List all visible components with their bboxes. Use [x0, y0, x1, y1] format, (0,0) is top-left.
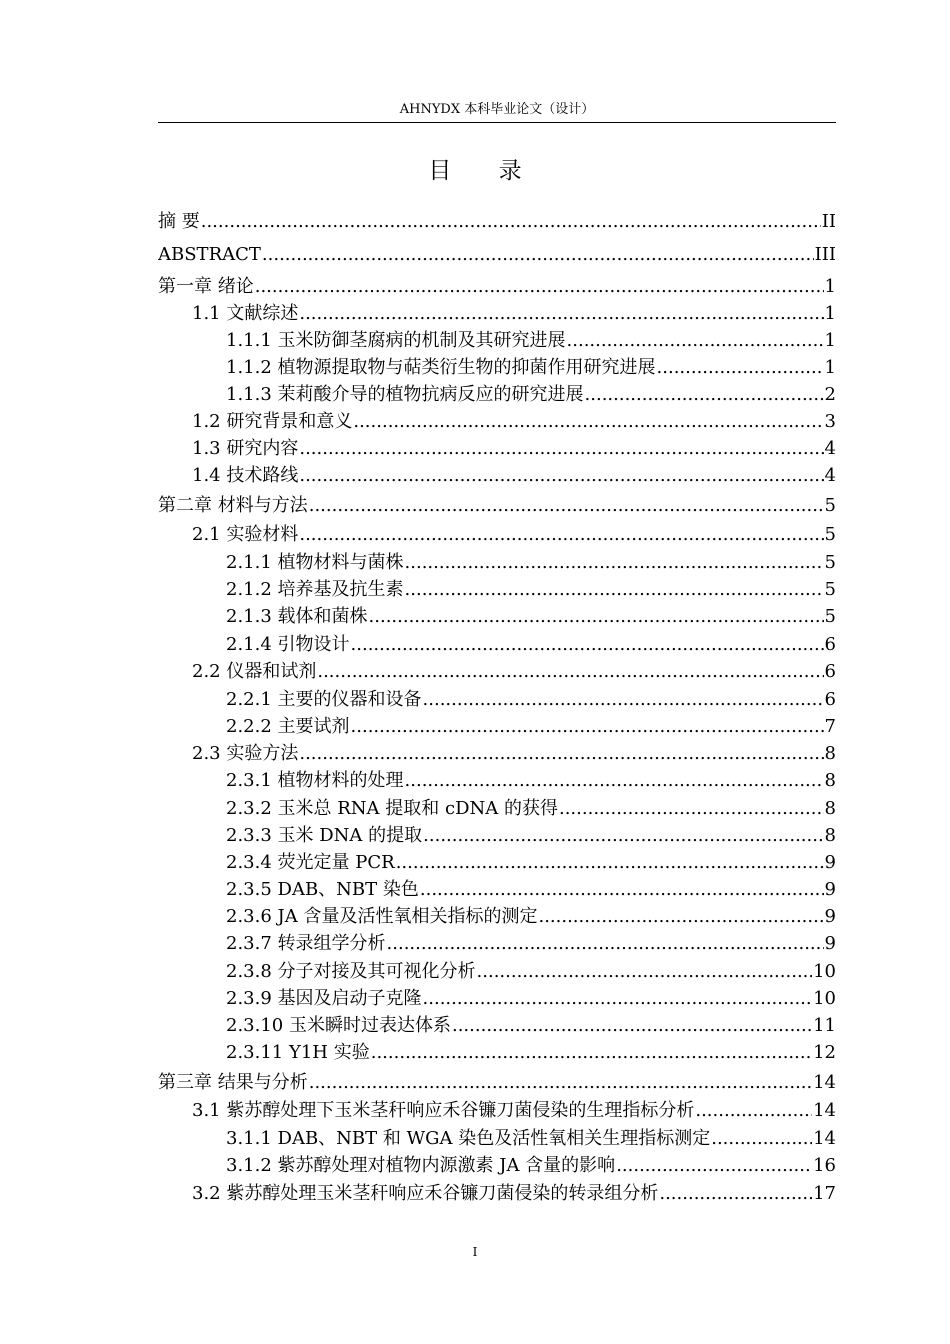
toc-entry[interactable] — [158, 631, 836, 657]
toc-entry[interactable] — [158, 903, 836, 929]
toc-entry-page: 4 — [824, 465, 836, 486]
toc-dot-leader — [657, 356, 824, 380]
toc-entry-title: 2.3.5 DAB、NBT 染色 — [226, 879, 419, 900]
toc-entry-title: 3.2 紫苏醇处理玉米茎秆响应禾谷镰刀菌侵染的转录组分析 — [192, 1183, 659, 1204]
toc-entry-title: 2.3.3 玉米 DNA 的提取 — [226, 825, 423, 846]
toc-dot-leader — [423, 688, 824, 712]
toc-dot-leader — [477, 960, 813, 984]
running-header-text: AHNYDX 本科毕业论文（设计） — [399, 102, 595, 117]
toc-entry-title: 1.1.2 植物源提取物与萜类衍生物的抑菌作用研究进展 — [226, 357, 656, 378]
toc-entry-page: 2 — [824, 384, 836, 405]
toc-entry[interactable] — [158, 354, 836, 380]
toc-dot-leader — [369, 605, 824, 629]
toc-entry-title: 1.3 研究内容 — [192, 438, 299, 459]
toc-entry-title: 1.1.3 茉莉酸介导的植物抗病反应的研究进展 — [226, 384, 584, 405]
toc-entry-title: 2.2.1 主要的仪器和设备 — [226, 689, 422, 710]
toc-entry-page: 8 — [824, 770, 836, 791]
toc-dot-leader — [405, 578, 824, 602]
toc-dot-leader — [299, 742, 823, 766]
toc-entry[interactable] — [158, 208, 836, 234]
toc-entry-page: 17 — [813, 1183, 836, 1204]
toc-entry-title: 1.2 研究背景和意义 — [192, 411, 353, 432]
toc-entry-page: 11 — [813, 1015, 836, 1036]
toc-dot-leader — [396, 851, 824, 875]
toc-entry-page: 3 — [824, 411, 836, 432]
toc-entry-page: 5 — [824, 606, 836, 627]
toc-entry-page: 8 — [824, 798, 836, 819]
toc-entry-title: 3.1.2 紫苏醇处理对植物内源激素 JA 含量的影响 — [226, 1155, 616, 1176]
toc-dot-leader — [711, 1127, 812, 1151]
toc-entry[interactable] — [158, 985, 836, 1011]
toc-dot-leader — [255, 275, 824, 299]
toc-entry-page: 7 — [824, 716, 836, 737]
toc-dot-leader — [423, 987, 813, 1011]
running-header — [158, 100, 836, 123]
toc-entry-title: 1.1 文献综述 — [192, 303, 299, 324]
toc-dot-leader — [309, 1071, 812, 1095]
toc-entry[interactable] — [158, 435, 836, 461]
toc-entry-page: 9 — [824, 879, 836, 900]
toc-dot-leader — [559, 797, 824, 821]
toc-entry-page: 14 — [813, 1128, 836, 1149]
toc-dot-leader — [353, 410, 823, 434]
page-title: 目 录 — [428, 158, 542, 184]
toc-entry-title: 1.4 技术路线 — [192, 465, 299, 486]
toc-entry-page: 5 — [824, 524, 836, 545]
toc-dot-leader — [299, 523, 823, 547]
toc-dot-leader — [201, 210, 821, 234]
toc-entry[interactable] — [158, 658, 836, 684]
toc-dot-leader — [420, 878, 824, 902]
toc-entry-title: 2.1.1 植物材料与菌株 — [226, 552, 404, 573]
toc-entry[interactable] — [158, 241, 836, 267]
toc-dot-leader — [423, 824, 823, 848]
toc-entry-title: 2.3.6 JA 含量及活性氧相关指标的测定 — [226, 906, 538, 927]
toc-entry-title: 2.3.7 转录组学分析 — [226, 933, 386, 954]
toc-entry-title: 第二章 材料与方法 — [158, 495, 308, 516]
toc-entry[interactable] — [158, 849, 836, 875]
toc-dot-leader — [351, 715, 824, 739]
toc-entry[interactable] — [158, 930, 836, 956]
toc-dot-leader — [695, 1099, 812, 1123]
toc-entry-page: 10 — [813, 988, 836, 1009]
toc-dot-leader — [538, 905, 823, 929]
toc-dot-leader — [616, 1154, 812, 1178]
toc-entry-title: 1.1.1 玉米防御茎腐病的机制及其研究进展 — [226, 330, 566, 351]
toc-dot-leader — [317, 660, 823, 684]
toc-entry-page: 5 — [824, 495, 836, 516]
toc-entry-page: 1 — [824, 303, 836, 324]
toc-dot-leader — [585, 383, 824, 407]
toc-entry-page: 6 — [824, 634, 836, 655]
toc-entry-title: 2.1.2 培养基及抗生素 — [226, 579, 404, 600]
toc-dot-leader — [299, 464, 823, 488]
toc-entry-title: 3.1 紫苏醇处理下玉米茎秆响应禾谷镰刀菌侵染的生理指标分析 — [192, 1100, 695, 1121]
toc-dot-leader — [387, 932, 824, 956]
toc-entry[interactable] — [158, 1069, 836, 1095]
toc-entry-page: 10 — [813, 961, 836, 982]
toc-dot-leader — [299, 437, 823, 461]
toc-entry[interactable] — [158, 1180, 836, 1206]
toc-entry-page: 1 — [824, 330, 836, 351]
toc-dot-leader — [567, 329, 824, 353]
toc-entry-title: 2.1 实验材料 — [192, 524, 299, 545]
toc-entry[interactable] — [158, 795, 836, 821]
toc-entry-title: ABSTRACT — [158, 244, 261, 265]
toc-entry-title: 2.3.2 玉米总 RNA 提取和 cDNA 的获得 — [226, 798, 558, 819]
toc-entry[interactable] — [158, 1012, 836, 1038]
toc-entry[interactable] — [158, 273, 836, 299]
toc-entry[interactable] — [158, 740, 836, 766]
toc-entry[interactable] — [158, 603, 836, 629]
page-number: I — [472, 1245, 478, 1259]
toc-entry-page: 4 — [824, 438, 836, 459]
toc-dot-leader — [299, 302, 823, 326]
toc-entry-title: 2.1.3 载体和菌株 — [226, 606, 368, 627]
toc-entry-title: 2.3.9 基因及启动子克隆 — [226, 988, 422, 1009]
toc-entry[interactable] — [158, 1097, 836, 1123]
toc-entry-title: 2.3.8 分子对接及其可视化分析 — [226, 961, 476, 982]
toc-entry-page: 16 — [813, 1155, 836, 1176]
toc-entry-page: 1 — [824, 276, 836, 297]
toc-entry-page: II — [821, 211, 836, 232]
toc-entry[interactable] — [158, 300, 836, 326]
toc-entry-title: 2.3.1 植物材料的处理 — [226, 770, 404, 791]
toc-entry[interactable] — [158, 1039, 836, 1065]
toc-entry-page: 9 — [824, 852, 836, 873]
toc-entry-page: 6 — [824, 661, 836, 682]
toc-entry[interactable] — [158, 1125, 836, 1151]
toc-entry-title: 2.3.11 Y1H 实验 — [226, 1042, 370, 1063]
toc-entry-page: 8 — [824, 743, 836, 764]
toc-entry-title: 2.3.10 玉米瞬时过表达体系 — [226, 1015, 451, 1036]
toc-entry[interactable] — [158, 576, 836, 602]
toc-dot-leader — [452, 1014, 812, 1038]
toc-entry[interactable] — [158, 876, 836, 902]
toc-dot-leader — [351, 633, 824, 657]
toc-entry[interactable] — [158, 327, 836, 353]
toc-entry[interactable] — [158, 1152, 836, 1178]
toc-entry[interactable] — [158, 767, 836, 793]
toc-entry[interactable] — [158, 713, 836, 739]
toc-entry[interactable] — [158, 462, 836, 488]
toc-entry[interactable] — [158, 408, 836, 434]
toc-dot-leader — [405, 769, 824, 793]
toc-entry-page: 6 — [824, 689, 836, 710]
toc-entry-title: 2.3 实验方法 — [192, 743, 299, 764]
toc-entry-page: 8 — [824, 825, 836, 846]
toc-entry-page: 14 — [813, 1072, 836, 1093]
toc-dot-leader — [262, 243, 814, 267]
toc-entry[interactable] — [158, 521, 836, 547]
toc-entry[interactable] — [158, 549, 836, 575]
toc-dot-leader — [659, 1182, 812, 1206]
toc-entry-title: 2.1.4 引物设计 — [226, 634, 350, 655]
toc-entry[interactable] — [158, 381, 836, 407]
toc-dot-leader — [405, 551, 824, 575]
toc-entry-title: 第三章 结果与分析 — [158, 1072, 308, 1093]
toc-entry-page: 9 — [824, 906, 836, 927]
toc-entry-page: 12 — [813, 1042, 836, 1063]
toc-entry-page: III — [814, 244, 836, 265]
toc-entry-title: 摘 要 — [158, 211, 200, 232]
toc-entry-page: 5 — [824, 552, 836, 573]
toc-entry-title: 2.2.2 主要试剂 — [226, 716, 350, 737]
toc-entry-page: 1 — [824, 357, 836, 378]
toc-entry-title: 第一章 绪论 — [158, 276, 254, 297]
toc-entry[interactable] — [158, 492, 836, 518]
toc-entry-page: 9 — [824, 933, 836, 954]
toc-entry-page: 5 — [824, 579, 836, 600]
toc-entry[interactable] — [158, 958, 836, 984]
toc-entry[interactable] — [158, 686, 836, 712]
toc-dot-leader — [309, 494, 824, 518]
toc-entry-title: 2.3.4 荧光定量 PCR — [226, 852, 395, 873]
toc-entry[interactable] — [158, 822, 836, 848]
toc-dot-leader — [371, 1041, 812, 1065]
toc-entry-page: 14 — [813, 1100, 836, 1121]
toc-entry-title: 3.1.1 DAB、NBT 和 WGA 染色及活性氧相关生理指标测定 — [226, 1128, 711, 1149]
toc-entry-title: 2.2 仪器和试剂 — [192, 661, 317, 682]
